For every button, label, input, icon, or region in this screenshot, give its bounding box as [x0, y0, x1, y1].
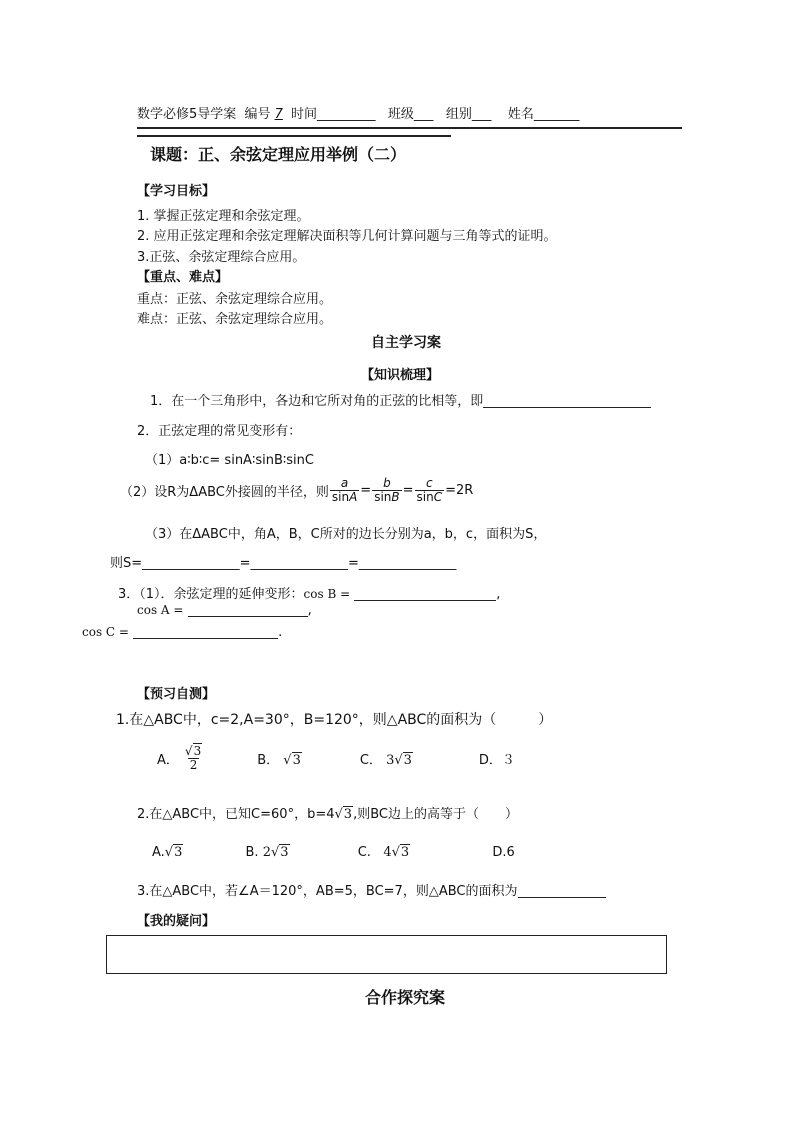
self-study-heading: 自主学习案	[371, 335, 441, 351]
cosA-blank[interactable]	[188, 602, 308, 617]
knowledge-heading: 【知识梳理】	[361, 368, 440, 383]
item-2-2-suffix: =2R	[445, 483, 474, 498]
q1-options	[157, 738, 515, 778]
item-2-2-prefix: （2）设R为ΔABC外接圆的半径，则	[120, 485, 329, 500]
q1-option-b[interactable]: B． √3	[257, 752, 301, 768]
frac-c-den: sinC	[416, 490, 443, 504]
fraction-a-over-sinA	[330, 477, 359, 504]
q2-option-b[interactable]: B. 2√3	[245, 845, 289, 860]
q1-option-a[interactable]: A． $\frac{√3}{2}$	[157, 743, 202, 772]
header-rule	[137, 127, 682, 129]
frac-b-den: sinB	[374, 490, 400, 504]
my-questions-box[interactable]	[106, 935, 667, 974]
q2-option-c[interactable]: C. 4√3	[357, 845, 410, 860]
header-name: 姓名_______	[507, 107, 580, 122]
cosC-row: cos C = .	[82, 625, 283, 640]
question-2: 2.在△ABC中，已知C=60°，b=4√3,则BC边上的高等于（ ）	[137, 807, 518, 822]
keypoints-heading: 【重点、难点】	[137, 270, 229, 285]
keypoint-key: 重点：正弦、余弦定理综合应用。	[137, 292, 333, 307]
q3-blank[interactable]	[518, 883, 606, 898]
fraction-b-over-sinB	[372, 477, 401, 504]
q1-option-c[interactable]: C． 3√3	[359, 752, 412, 768]
cosB-blank[interactable]	[354, 586, 496, 601]
q2-option-d[interactable]: D.6	[492, 845, 515, 860]
frac-a-den: sinA	[331, 490, 358, 504]
question-3: 3.在△ABC中，若∠A＝120°，AB=5，BC=7，则△ABC的面积为	[137, 880, 606, 899]
title-rule	[137, 135, 451, 137]
frac-a-num: a	[340, 476, 349, 490]
knowledge-item-3: 3．（1）．余弦定理的延伸变形：cos B = ,	[118, 587, 501, 602]
my-questions-heading: 【我的疑问】	[137, 914, 216, 929]
header-group: 组别___	[445, 107, 492, 122]
q1-option-d[interactable]: D．３	[478, 752, 515, 768]
knowledge-item-2-1: （1）a∶b∶c= sinA∶sinB∶sinC	[145, 453, 314, 468]
answer-blank[interactable]	[483, 393, 651, 408]
goal-item-1: 1. 掌握正弦定理和余弦定理。	[137, 209, 310, 224]
goal-item-2: 2. 应用正弦定理和余弦定理解决面积等几何计算问题与三角等式的证明。	[137, 229, 557, 244]
knowledge-item-1-text: 1．在一个三角形中，各边和它所对角的正弦的比相等，即	[150, 394, 484, 409]
preview-heading: 【预习自测】	[137, 687, 216, 702]
knowledge-item-2-3: （3）在ΔABC中，角A，B，C所对的边长分别为a，b，c，面积为S，	[145, 527, 547, 542]
q2-option-a[interactable]: A.√3	[152, 845, 183, 860]
knowledge-item-2-3-line[interactable]: 则S=_______________=_______________=_______________	[110, 556, 457, 571]
knowledge-item-1	[150, 390, 651, 409]
knowledge-item-2-2: （2）设R为ΔABC外接圆的半径，则 $\frac{a}{\sin A}$ = $\frac{b}{\sin B}$ = $\frac{c}{\sin C}$ =2R	[120, 476, 474, 504]
fraction-c-over-sinC	[415, 477, 445, 504]
goal-item-3: 3.正弦、余弦定理综合应用。	[137, 250, 306, 265]
header-time: 时间_________	[290, 107, 376, 122]
cosC-blank[interactable]	[133, 624, 278, 639]
question-1: 1.在△ABC中，c=2,A=30°，B=120°，则△ABC的面积为（ ）	[116, 712, 553, 728]
knowledge-item-2: 2．正弦定理的常见变形有：	[137, 424, 302, 439]
header-bianhao-value: 7	[274, 107, 283, 122]
goals-heading: 【学习目标】	[137, 184, 216, 199]
q2-options	[152, 845, 515, 860]
header-class: 班级___	[387, 107, 434, 122]
keypoint-difficult: 难点：正弦、余弦定理综合应用。	[137, 312, 333, 327]
frac-c-num: c	[426, 476, 433, 490]
item-3-prefix: 3．（1）．余弦定理的延伸变形：	[118, 587, 304, 602]
lesson-title: 课题：正、余弦定理应用举例（二）	[150, 145, 407, 164]
header-line	[137, 103, 579, 122]
cosA-label: cos A =	[137, 603, 184, 617]
header-bianhao-label: 编号	[244, 107, 271, 122]
cooperative-heading: 合作探究案	[365, 988, 446, 1007]
header-title: 数学必修5导学案	[137, 107, 237, 122]
frac-b-num: b	[383, 476, 391, 490]
cosC-label: cos C =	[82, 625, 129, 639]
cosB-label: cos B =	[303, 587, 351, 601]
cosA-row: cos A = ,	[137, 603, 312, 618]
